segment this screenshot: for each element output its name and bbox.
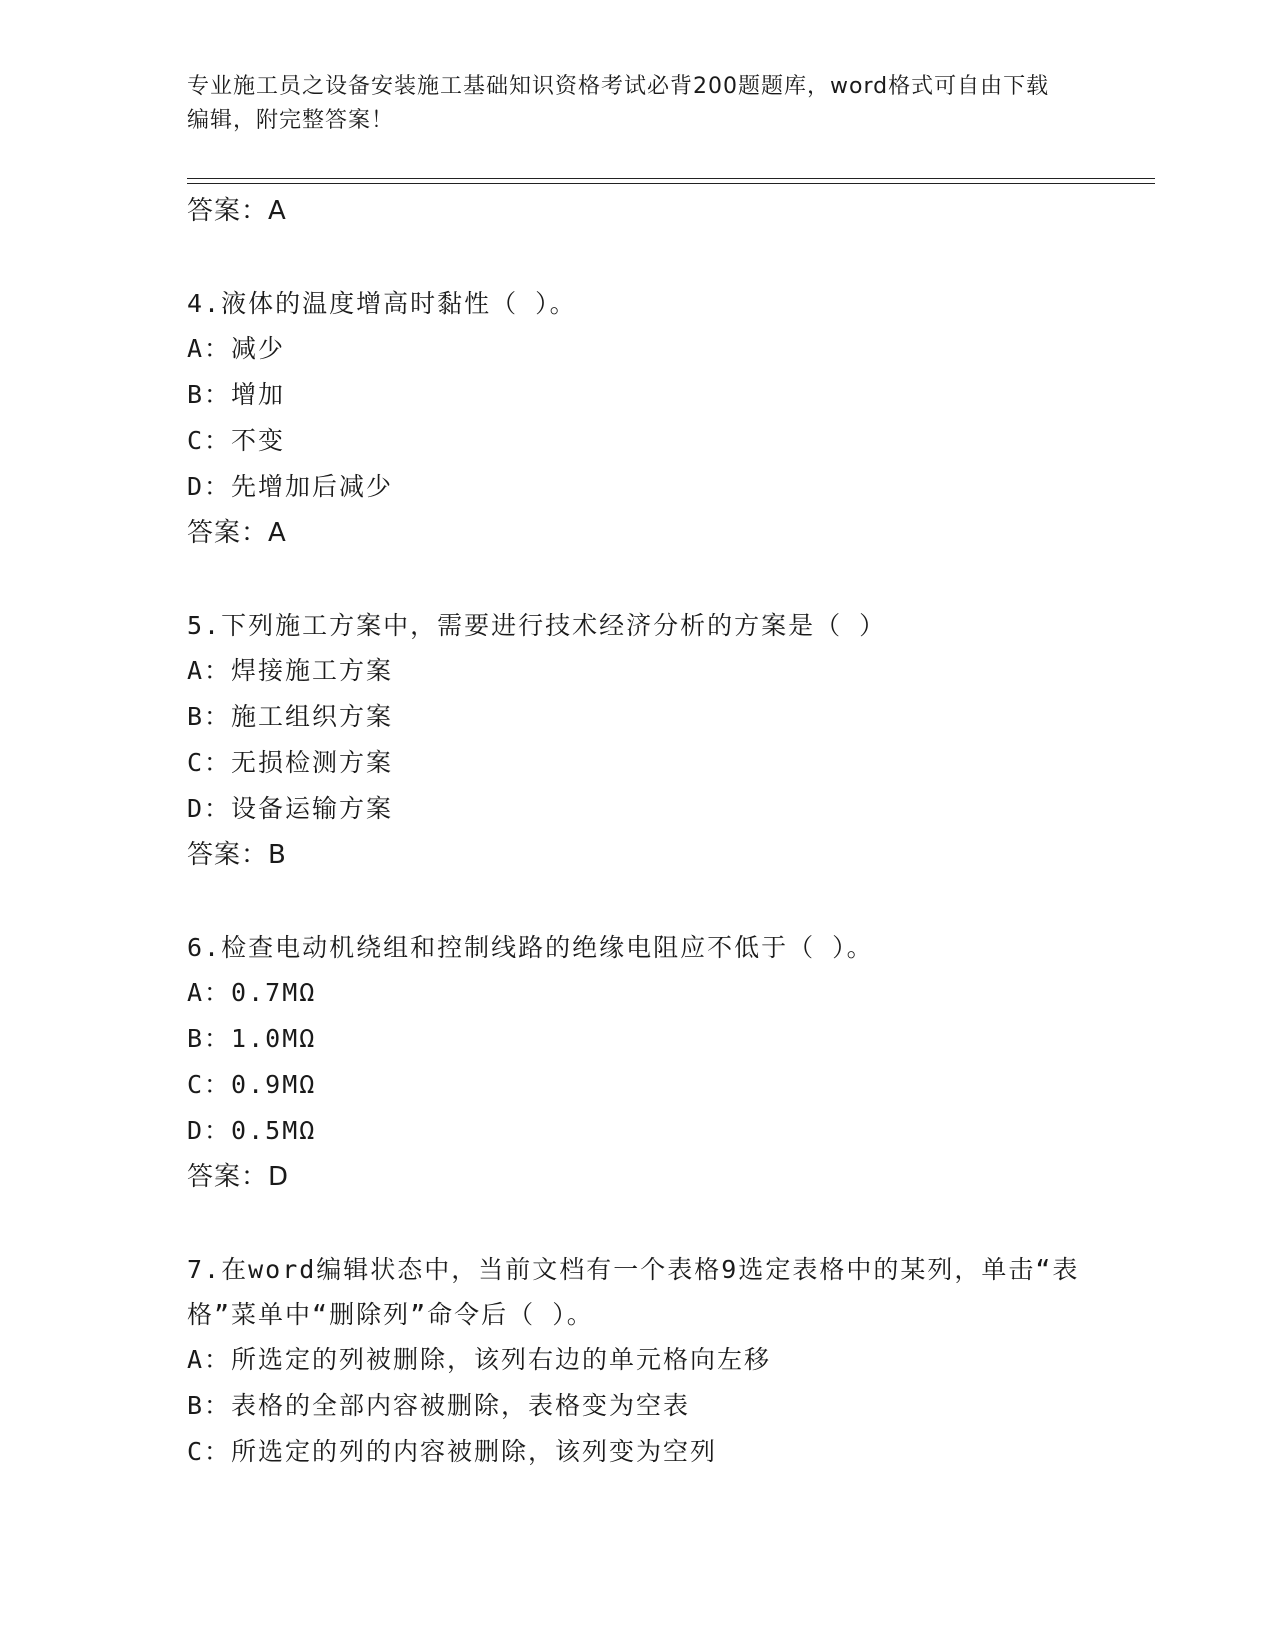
answer-6: 答案：D [187,1162,290,1192]
question-block-7 [187,1247,1087,1475]
question-7-option-c: C：所选定的列的内容被删除，该列变为空列 [187,1437,718,1466]
spacer [187,1200,1087,1247]
question-5-option-d: D：设备运输方案 [187,794,394,823]
question-4-option-a: A：减少 [187,334,286,363]
question-block-5 [187,603,1087,878]
question-4-option-d: D：先增加后减少 [187,472,394,501]
spacer [187,556,1087,603]
answer-3: 答案：A [187,196,287,226]
question-7-option-a: A：所选定的列被删除，该列右边的单元格向左移 [187,1345,772,1374]
question-4-option-c: C：不变 [187,426,286,455]
question-4-option-b: B：增加 [187,380,286,409]
spacer [187,234,1087,281]
document-body [187,188,1087,1475]
answer-4: 答案：A [187,518,287,548]
question-6-text: 6.检查电动机绕组和控制线路的绝缘电阻应不低于（ ）。 [187,933,874,962]
spacer [187,878,1087,925]
question-block-6 [187,925,1087,1200]
question-6-option-b: B：1.0MΩ [187,1024,317,1053]
question-6-option-c: C：0.9MΩ [187,1070,317,1099]
header-divider [187,178,1155,184]
page-header: 专业施工员之设备安装施工基础知识资格考试必背200题题库，word格式可自由下载编辑，附完整答案！ [187,74,1050,133]
question-6-option-d: D：0.5MΩ [187,1116,317,1145]
answer-5: 答案：B [187,840,287,870]
question-4-text: 4.液体的温度增高时黏性（ ）。 [187,289,577,318]
question-5-option-c: C：无损检测方案 [187,748,394,777]
question-7-text: 7.在word编辑状态中，当前文档有一个表格9选定表格中的某列，单击“表格”菜单中“删除列”命令后（ ）。 [187,1255,1080,1329]
question-5-option-a: A：焊接施工方案 [187,656,394,685]
question-block-4 [187,281,1087,556]
question-6-option-a: A：0.7MΩ [187,978,317,1007]
question-7-option-b: B：表格的全部内容被删除，表格变为空表 [187,1391,691,1420]
question-5-text: 5.下列施工方案中，需要进行技术经济分析的方案是（ ） [187,611,887,640]
question-5-option-b: B：施工组织方案 [187,702,394,731]
